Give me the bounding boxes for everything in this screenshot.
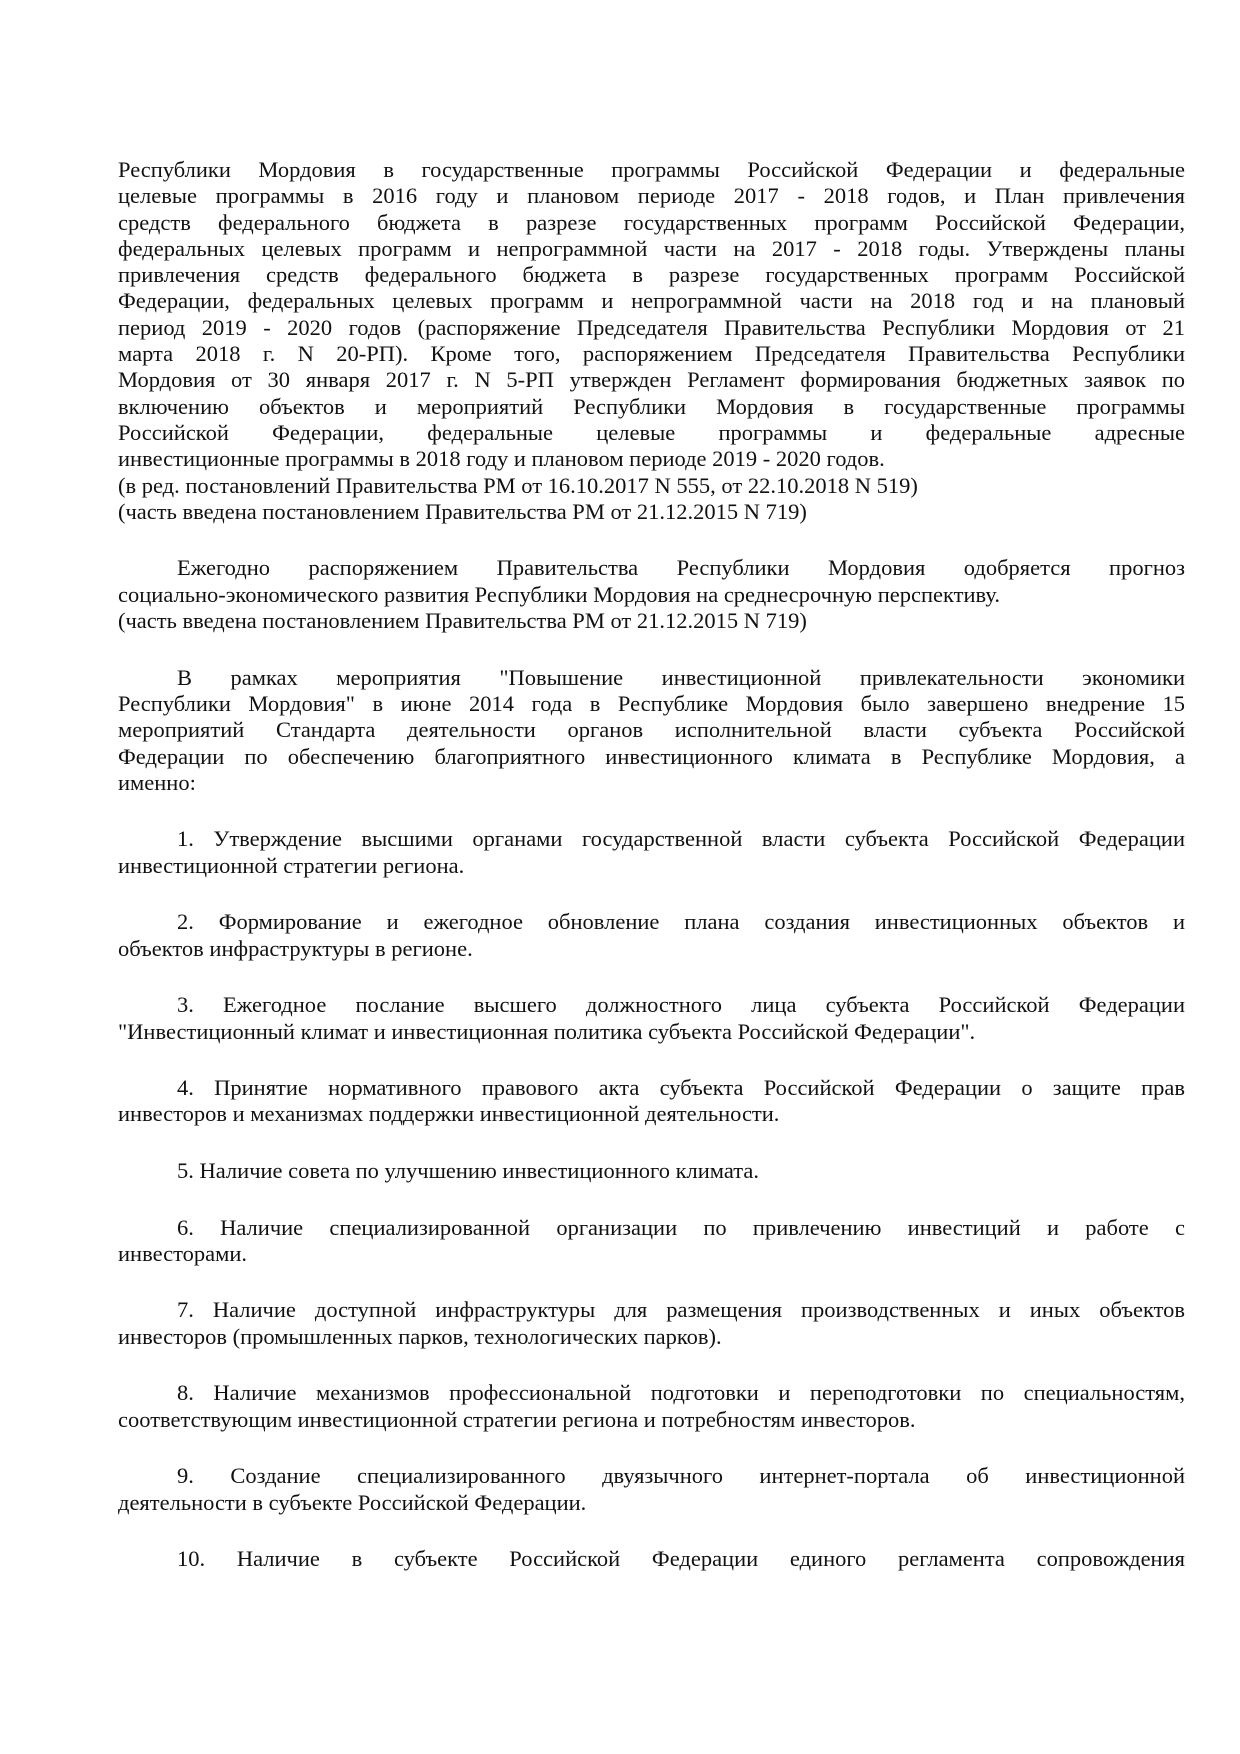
paragraph [118,608,1185,634]
paragraph [118,499,1185,525]
paragraph [118,1546,1185,1572]
text-line: "Инвестиционный климат и инвестиционная политика субъекта Российской Федерации". [118,1018,976,1044]
text-line: привлечения средств федерального бюджета в разрезе государственных программ Российской [118,262,1185,288]
text-line: инвесторами. [118,1240,248,1266]
paragraph [118,1215,1185,1268]
text-line: (часть введена постановлением Правительства РМ от 21.12.2015 N 719) [118,608,807,634]
text-line: инвестиционной стратегии региона. [118,852,465,878]
text-line: период 2019 - 2020 годов (распоряжение Председателя Правительства Республики Мордовия от 21 [118,314,1185,340]
text-line: В рамках мероприятия "Повышение инвестиционной привлекательности экономики [177,664,1185,690]
text-line: целевые программы в 2016 году и плановом периоде 2017 - 2018 годов, и План привлечения [118,183,1185,209]
paragraph [118,1075,1185,1128]
text-line: инвестиционные программы в 2018 году и плановом периоде 2019 - 2020 годов. [118,446,885,472]
paragraph [118,1463,1185,1516]
paragraph [118,992,1185,1045]
text-line: 10. Наличие в субъекте Российской Федерации единого регламента сопровождения [177,1546,1185,1572]
paragraph [118,555,1185,608]
paragraph [118,665,1185,796]
text-line: 4. Принятие нормативного правового акта субъекта Российской Федерации о защите прав [177,1075,1185,1101]
paragraph [118,1297,1185,1350]
text-line: 5. Наличие совета по улучшению инвестиционного климата. [177,1157,760,1183]
text-line: 9. Создание специализированного двуязычного интернет-портала об инвестиционной [177,1463,1185,1489]
text-line: Республики Мордовия в государственные программы Российской Федерации и федеральные [118,157,1185,182]
text-line: (в ред. постановлений Правительства РМ от 16.10.2017 N 555, от 22.10.2018 N 519) [118,472,918,498]
text-line: Российской Федерации, федеральные целевые программы и федеральные адресные [118,419,1185,445]
text-line: именно: [118,769,196,795]
paragraph [118,1380,1185,1433]
text-line: 8. Наличие механизмов профессиональной подготовки и переподготовки по специальностям, [177,1380,1185,1406]
paragraph [118,473,1185,499]
text-line: деятельности в субъекте Российской Федерации. [118,1489,587,1515]
text-line: Мордовия от 30 января 2017 г. N 5-РП утвержден Регламент формирования бюджетных заявок по [118,367,1185,393]
text-line: Ежегодно распоряжением Правительства Республики Мордовия одобряется прогноз [177,555,1185,581]
paragraph [118,826,1185,879]
text-line: Республики Мордовия" в июне 2014 года в Республике Мордовия было завершено внедрение 15 [118,690,1185,716]
paragraph [118,157,1185,473]
text-line: 6. Наличие специализированной организации по привлечению инвестиций и работе с [177,1214,1185,1240]
document-page [118,157,1185,1603]
text-line: 3. Ежегодное послание высшего должностного лица субъекта Российской Федерации [177,992,1185,1018]
text-line: мероприятий Стандарта деятельности органов исполнительной власти субъекта Российской [118,717,1185,743]
text-line: Федерации по обеспечению благоприятного инвестиционного климата в Республике Мордовия, а [118,743,1185,769]
text-line: социально-экономического развития Республики Мордовия на среднесрочную перспективу. [118,581,1001,607]
text-line: инвесторов и механизмах поддержки инвестиционной деятельности. [118,1101,780,1127]
text-line: инвесторов (промышленных парков, технологических парков). [118,1323,722,1349]
text-line: соответствующим инвестиционной стратегии региона и потребностям инвесторов. [118,1406,916,1432]
text-line: средств федерального бюджета в разрезе государственных программ Российской Федерации, [118,209,1185,235]
text-line: марта 2018 г. N 20-РП). Кроме того, распоряжением Председателя Правительства Республики [118,341,1185,367]
text-line: (часть введена постановлением Правительства РМ от 21.12.2015 N 719) [118,498,807,524]
text-line: включению объектов и мероприятий Республики Мордовия в государственные программы [118,393,1185,419]
text-line: объектов инфраструктуры в регионе. [118,935,473,961]
text-line: 2. Формирование и ежегодное обновление плана создания инвестиционных объектов и [177,909,1185,935]
paragraph [118,1158,1185,1184]
text-line: 1. Утверждение высшими органами государственной власти субъекта Российской Федерации [177,826,1185,852]
text-line: 7. Наличие доступной инфраструктуры для размещения производственных и иных объектов [177,1297,1185,1323]
text-line: Федерации, федеральных целевых программ и непрограммной части на 2018 год и на плановый [118,288,1185,314]
text-line: федеральных целевых программ и непрограммной части на 2017 - 2018 годы. Утверждены планы [118,235,1185,261]
paragraph [118,909,1185,962]
